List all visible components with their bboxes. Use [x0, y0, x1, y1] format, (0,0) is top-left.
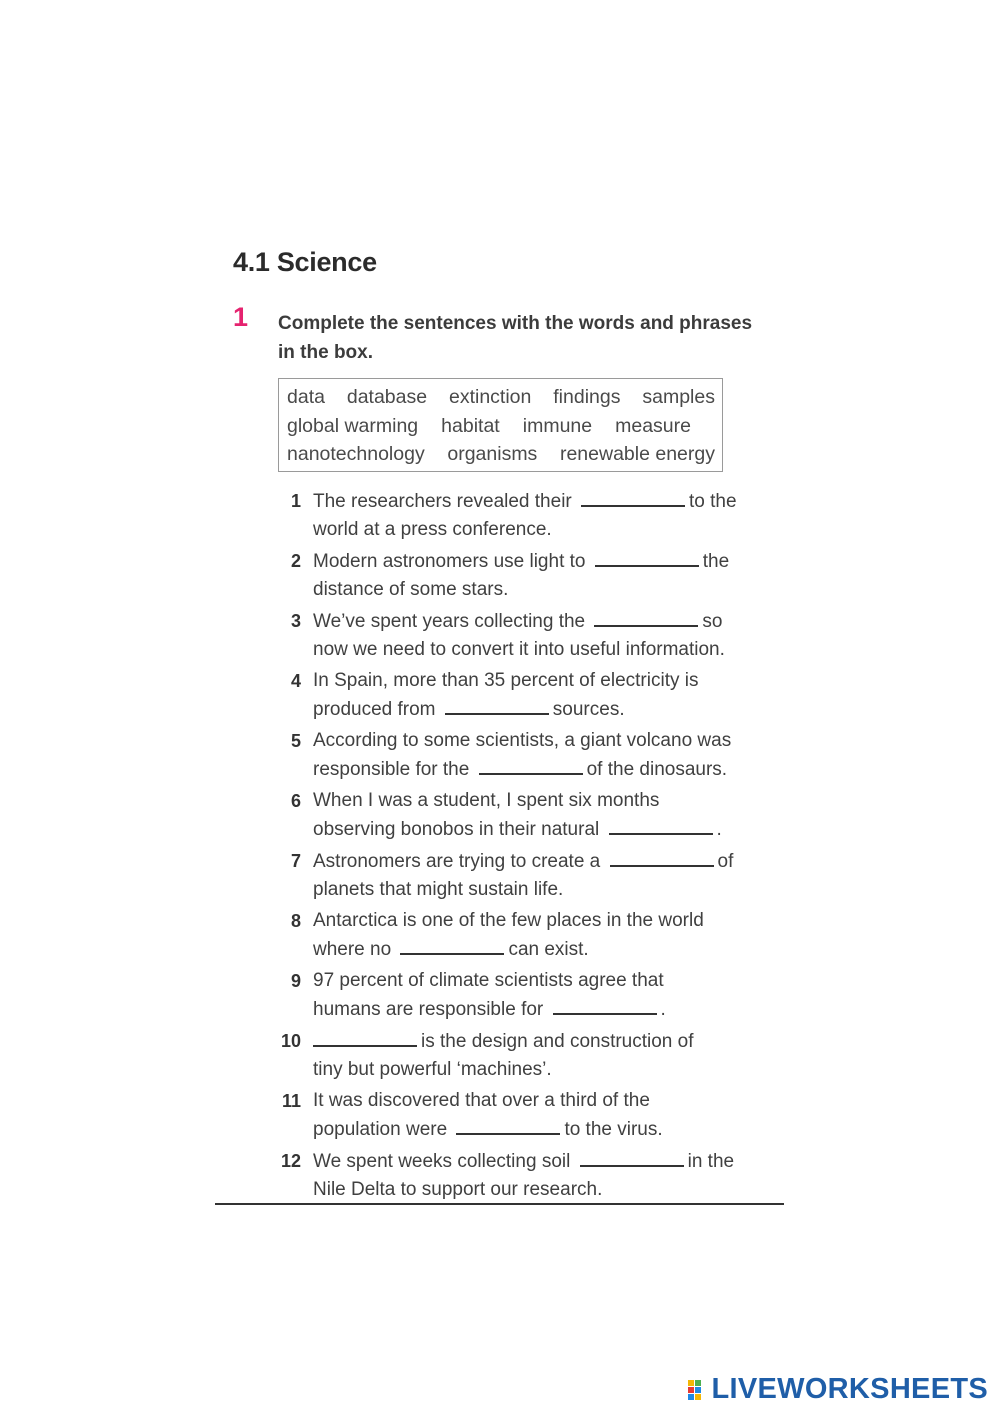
word-findings: findings	[553, 386, 621, 408]
list-item	[270, 847, 750, 907]
item-number: 6	[290, 791, 301, 811]
word-box-row	[287, 383, 715, 412]
list-item	[270, 487, 750, 547]
answer-blank[interactable]	[581, 487, 685, 507]
item-number: 9	[290, 971, 301, 991]
item-text: According to some scientists, a giant volcano was responsible for the of the dinosaurs.	[313, 730, 732, 780]
word-samples: samples	[642, 386, 715, 408]
answer-blank[interactable]	[609, 815, 713, 835]
word-database: database	[346, 386, 428, 408]
list-item	[270, 907, 750, 967]
item-text: Antarctica is one of the few places in the world where no can exist.	[313, 910, 704, 960]
list-item	[270, 1147, 750, 1207]
list-item	[270, 547, 750, 607]
item-text: Modern astronomers use light to the distance of some stars.	[313, 547, 745, 604]
list-item	[270, 1027, 750, 1087]
sentence-list	[270, 487, 750, 1207]
exercise-instruction	[278, 309, 758, 367]
item-text: Astronomers are trying to create a of planets that might sustain life.	[313, 847, 745, 904]
liveworksheets-brand[interactable]	[688, 1373, 989, 1406]
answer-blank[interactable]	[445, 695, 549, 715]
item-number: 1	[290, 491, 301, 511]
instruction-line-2: in the box.	[278, 342, 373, 363]
list-item	[270, 607, 750, 667]
item-text: When I was a student, I spent six months observing bonobos in their natural .	[313, 790, 722, 840]
liveworksheets-logo-icon	[688, 1378, 708, 1402]
list-item	[270, 667, 750, 727]
word-extinction: extinction	[448, 386, 532, 408]
item-text: In Spain, more than 35 percent of electricity is produced from sources.	[313, 670, 699, 720]
word-box	[278, 378, 723, 472]
item-text: We spent weeks collecting soil in the Nile Delta to support our research.	[313, 1147, 745, 1204]
item-number: 12	[280, 1151, 301, 1171]
page-title: 4.1 Science	[233, 247, 377, 277]
item-number: 3	[290, 611, 301, 631]
list-item	[270, 967, 750, 1027]
item-number: 2	[290, 551, 301, 571]
item-text: The researchers revealed their to the world at a press conference.	[313, 487, 745, 544]
answer-blank[interactable]	[580, 1147, 684, 1167]
exercise-number: 1	[233, 302, 249, 332]
answer-blank[interactable]	[456, 1115, 560, 1135]
word-habitat: habitat	[441, 414, 500, 437]
answer-blank[interactable]	[610, 847, 714, 867]
answer-blank[interactable]	[553, 995, 657, 1015]
word-data: data	[287, 386, 325, 408]
brand-text: LIVEWORKSHEETS	[711, 1373, 988, 1405]
word-renewable-energy: renewable energy	[559, 443, 715, 465]
item-number: 8	[290, 911, 301, 931]
word-box-row	[287, 440, 715, 469]
answer-blank[interactable]	[400, 935, 504, 955]
word-global-warming: global warming	[287, 414, 419, 437]
answer-blank[interactable]	[479, 755, 583, 775]
word-immune: immune	[522, 414, 593, 437]
word-nanotechnology: nanotechnology	[287, 443, 425, 465]
list-item	[270, 787, 750, 847]
answer-blank[interactable]	[595, 547, 699, 567]
item-text: It was discovered that over a third of the population were to the virus.	[313, 1090, 663, 1140]
item-number: 7	[290, 851, 301, 871]
list-item	[270, 1087, 750, 1147]
word-box-row	[287, 412, 691, 441]
item-text: We’ve spent years collecting the so now we need to convert it into useful information.	[313, 607, 745, 664]
item-number: 10	[280, 1031, 301, 1051]
word-organisms: organisms	[447, 443, 538, 465]
item-text: is the design and construction of tiny but powerful ‘machines’.	[313, 1027, 745, 1084]
word-measure: measure	[615, 414, 691, 437]
item-number: 11	[281, 1091, 301, 1111]
item-number: 5	[290, 731, 301, 751]
answer-blank[interactable]	[594, 607, 698, 627]
list-item	[270, 727, 750, 787]
item-number: 4	[290, 671, 301, 691]
instruction-line-1: Complete the sentences with the words and phrases	[278, 313, 753, 334]
item-text: 97 percent of climate scientists agree that humans are responsible for .	[313, 970, 666, 1020]
answer-blank[interactable]	[313, 1027, 417, 1047]
divider-line	[215, 1203, 784, 1205]
